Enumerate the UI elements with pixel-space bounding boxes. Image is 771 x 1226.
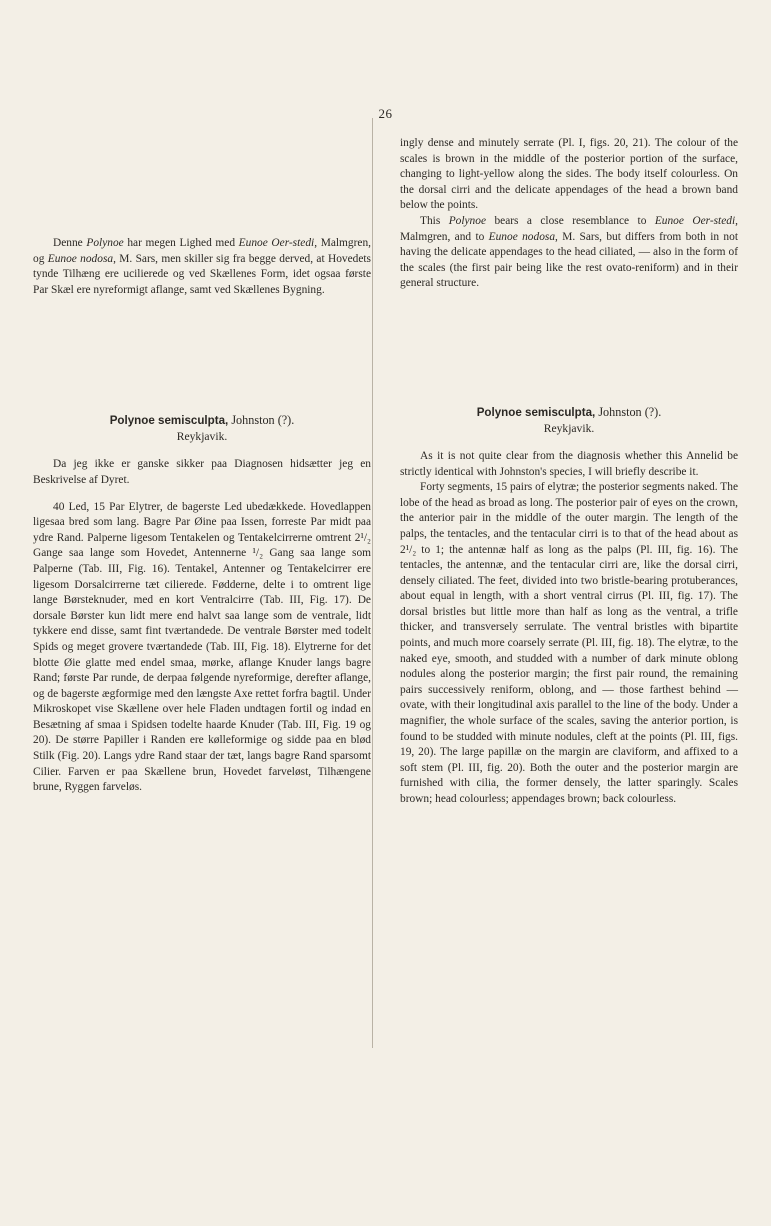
italic-taxon-name: Eunoe Oer-stedi [238,237,315,249]
left-locality: Reykjavik. [176,430,228,444]
italic-taxon-name: Polynoe [448,214,487,227]
italic-taxon-name: Eunoe nodosa [47,252,114,265]
left-species-heading [33,412,371,429]
right-paragraph-2: Forty segments, 15 pairs of elytræ; the posterior segments naked. The lobe of the head as broad as long. The posterior pair of eyes on the crown, the anterior pair in the middle of the outer margin. The length of the palps, the tentacles, and the tentacular cirri is to that of the head about as 2¹/₂ to 1; the antennæ half as long as the palps (Pl. III, fig. 16). The tentacles, the antennæ, and the tentacular cirri are, like the dorsal cirri, densely ciliated. The feet, divided into two bristle-bearing protuberances, about equal in length, with a short ventral cirrus (Pl. III, fig. 17). The dorsal bristles but little more than half as long as the ventral, a trifle thicker, and transversely serrulate. The ventral bristles with bipartite points, and much more coarsely serrate (Pl. III, fig. 18). The elytræ, to the naked eye, smooth, and studded with a number of dark minute oblong nodules along the posterior margin; the first pair round, the remaining pairs successively reniform, oblong, and — those farthest behind — ovate, with their longitudinal axis parallel to the line of the body. Under a magnifier, the whole surface of the scales, saving the anterior portion, is found to be studded with minute nodules, cleft at the points (Pl. III, figs. 19, 20). The large papillæ on the margin are claviform, and affixed to a soft stem (Pl. III, fig. 20). Both the outer and the posterior margin are furnished with cilia, the former densely, the latter sparingly. Scales brown; head colourless; appendages brown; back colourless. [400,481,738,805]
right-species-author: Johnston (?). [595,404,662,419]
right-paragraph-1: As it is not quite clear from the diagnosis whether this Annelid be strictly identical with Johnston's species, I will briefly describe it. [400,449,738,478]
text-run: Denne [53,237,87,249]
text-run: , M. Sars, men skiller sig fra begge derved, at Hovedets tynde Tilhæng ere ucilierede og ved Skællenes Form, idet ogsaa første Par Skæl ere nyreformigt aflange, samt ved Skællenes Bygning. [33,252,371,296]
italic-taxon-name: Eunoe Oer-stedi [654,214,736,227]
text-run: , Malmgren, og [33,237,371,265]
left-column [33,136,371,796]
left-paragraph-1: Da jeg ikke er ganske sikker paa Diagnosen hidsætter jeg en Beskrivelse af Dyret. [33,458,371,486]
italic-taxon-name: Eunoe nodosa [488,230,556,243]
left-species-name: Polynoe semisculpta, [109,414,229,428]
right-species-heading [400,404,738,421]
italic-taxon-name: Polynoe [86,237,124,249]
text-run: har megen Lighed med [123,237,239,249]
left-species-author: Johnston (?). [228,413,295,428]
right-species-name: Polynoe semisculpta, [476,405,596,419]
right-column [400,136,738,808]
text-run: bears a close resemblance to [486,214,655,227]
right-intro-paragraph-1: ingly dense and minutely serrate (Pl. I, figs. 20, 21). The colour of the scales is brown in the middle of the posterior portion of the surface, changing to light-yellow along the sides. The body itself colourless. On the dorsal cirri and the delicate appendages of the head a brown band below the points. [400,137,738,212]
text-run: , M. Sars, but differs from both in not having the delicate appendages to the head ciliated, — also in the form of the scales (the first pair being like the rest ovato-reniform) and in their general structure. [400,230,738,290]
column-divider [372,118,373,1048]
text-run: , Malmgren, and to [400,214,739,243]
left-intro-paragraph [33,236,371,298]
right-intro-paragraph-2 [400,214,738,292]
left-paragraph-2: 40 Led, 15 Par Elytrer, de bagerste Led ubedækkede. Hovedlappen ligesaa bred som lang. Bagre Par Øine paa Issen, forreste Par midt paa ydre Rand. Palperne ligesom Tentakelen og Tentakelcirrerne omtrent 2¹/₂ Gange saa lange som Hovedet, Antennerne ¹/₂ Gang saa lange som Palperne (Tab. III, Fig. 16). Tentakel, Antenner og Tentakelcirrer ere ligesom Dorsalcirrerne tæt cilierede. Fødderne, delte i to omtrent lige lange Børsteknuder, med en kort Ventralcirre (Tab. III, Fig. 17). De dorsale Børster kun lidt mere end halvt saa lange som de ventrale, lidt tykkere end disse, samt fint tværtandede. De ventrale Børster med todelt Spids og meget grovere tværtandede (Tab. III, Fig. 18). Elytrerne for det blotte Øie glatte med endel smaa, mørke, aflange Knuder langs bagre Rand; første Par runde, de derpaa følgende nyreformige, derefter aflange, og de bagerste ægformige med den længste Axe rettet forfra bagtil. Under Mikroskopet vise Skællene over hele Fladen undtagen fortil og indad en Besætning af smaa i Spidsen todelte haarde Knuder (Tab. III, Fig. 19 og 20). De større Papiller i Randen ere kølleformige og sidde paa en blød Stilk (Fig. 20). Langs ydre Rand staar der tæt, langs bagre Rand sparsomt Cilier. Farven er paa Skællene brun, Hovedet farveløst, Tilhængene brune, Ryggen farveløs. [33,500,371,794]
text-run: This [420,214,449,227]
right-locality: Reykjavik. [543,421,595,435]
page-number: 26 [378,106,393,121]
